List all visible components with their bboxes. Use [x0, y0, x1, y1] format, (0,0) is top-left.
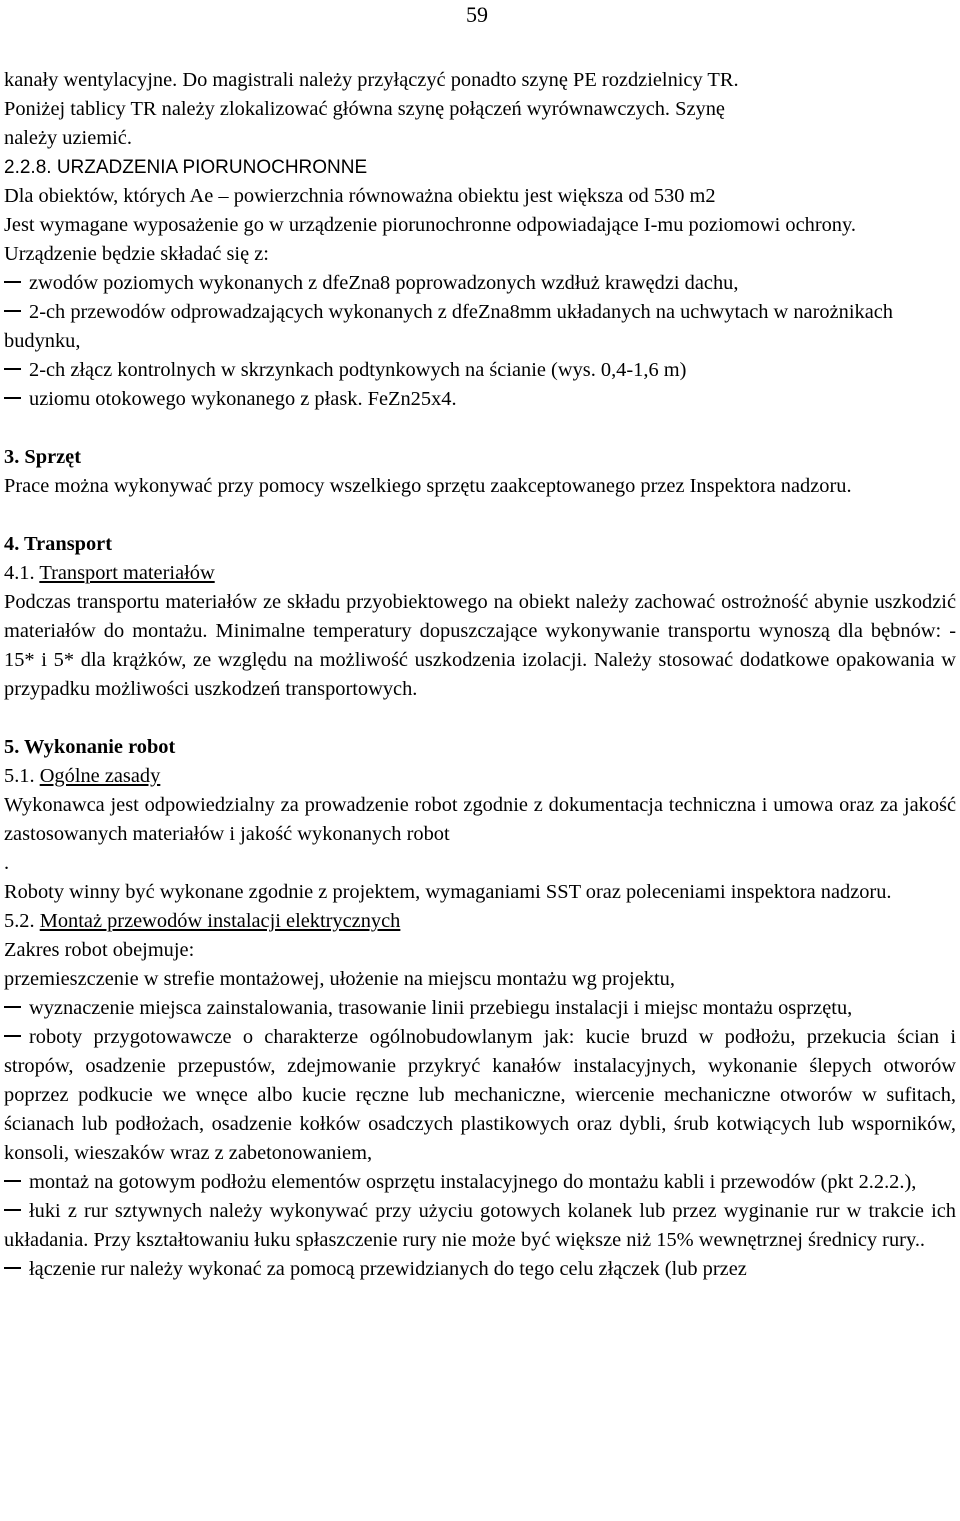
paragraph: Jest wymagane wyposażenie go w urządzenie piorunochronne odpowiadające I-mu poziomowi ochrony.	[4, 214, 856, 236]
dash-bullet	[4, 310, 21, 312]
list-item: zwodów poziomych wykonanych z dfeZna8 poprowadzonych wzdłuż krawędzi dachu,	[4, 269, 956, 298]
page-number: 59	[466, 2, 488, 27]
paragraph: Prace można wykonywać przy pomocy wszelkiego sprzętu zaakceptowanego przez Inspektora nadzoru.	[4, 475, 852, 497]
section-heading-4: 4. Transport	[4, 533, 113, 555]
subheading-41: 4.1. Transport materiałów	[4, 562, 215, 584]
dash-bullet	[4, 1035, 21, 1037]
paragraph: Roboty winny być wykonane zgodnie z projektem, wymaganiami SST oraz poleceniami inspektora nadzoru.	[4, 881, 892, 903]
list-item: wyznaczenie miejsca zainstalowania, trasowanie linii przebiegu instalacji i miejsc montażu osprzętu,	[4, 994, 956, 1023]
subheading-51: 5.1. Ogólne zasady	[4, 765, 161, 787]
dash-bullet	[4, 1209, 21, 1211]
dash-bullet	[4, 1006, 21, 1008]
paragraph: Zakres robot obejmuje:	[4, 939, 195, 961]
list-item: łuki z rur sztywnych należy wykonywać przy użyciu gotowych kolanek lub przez wyginanie rur w trakcie ich układania. Przy kształtowaniu łuku spłaszczenie rury nie może być większe niż 15% wewnętrznej średnicy rury..	[4, 1200, 956, 1251]
list-item: uziomu otokowego wykonanego z płask. FeZn25x4.	[4, 385, 956, 414]
list-item: roboty przygotowawcze o charakterze ogólnobudowlanym jak: kucie bruzd w podłożu, przekucia ścian i stropów, osadzenie przepustów, zdejmowanie przykryć kanałów instalacyjnych, wykonanie ślepych otworów poprzez podkucie we wnęce albo kucie ręczne lub mechaniczne, wiercenie mechaniczne otworów w sufitach, ścianach lub podłożach, osadzenie kołków osadczych plastikowych oraz dybli, śrub kotwiących lub wsporników, konsoli, wieszaków wraz z zabetonowaniem,	[4, 1026, 956, 1164]
section-heading-228: 2.2.8. URZADZENIA PIORUNOCHRONNE	[4, 157, 368, 178]
dot-line: .	[4, 852, 10, 874]
subheading-52: 5.2. Montaż przewodów instalacji elektrycznych	[4, 910, 401, 932]
intro-line: należy uziemić.	[4, 127, 132, 149]
list-item: 2-ch złącz kontrolnych w skrzynkach podtynkowych na ścianie (wys. 0,4-1,6 m)	[4, 356, 956, 385]
paragraph: Podczas transportu materiałów ze składu przyobiektowego na obiekt należy zachować ostrożność abynie uszkodzić materiałów do montażu. Minimalne temperatury dopuszczające wykonywanie transportu wynoszą dla bębnów: - 15* i 5* dla krążków, ze względu na możliwość uszkodzenia izolacji. Należy stosować dodatkowe opakowania w przypadku możliwości uszkodzeń transportowych.	[4, 591, 956, 700]
list-item: łączenie rur należy wykonać za pomocą przewidzianych do tego celu złączek (lub przez	[4, 1255, 956, 1284]
intro-line: kanały wentylacyjne. Do magistrali należy przyłączyć ponadto szynę PE rozdzielnicy TR.	[4, 69, 739, 91]
dash-bullet	[4, 397, 21, 399]
dash-bullet	[4, 368, 21, 370]
paragraph: przemieszczenie w strefie montażowej, ułożenie na miejscu montażu wg projektu,	[4, 968, 675, 990]
paragraph: Urządzenie będzie składać się z:	[4, 243, 269, 265]
paragraph: Dla obiektów, których Ae – powierzchnia równoważna obiektu jest większa od 530 m2	[4, 185, 716, 207]
section-heading-3: 3. Sprzęt	[4, 446, 82, 468]
paragraph: Wykonawca jest odpowiedzialny za prowadzenie robot zgodnie z dokumentacja techniczna i umowa oraz za jakość zastosowanych materiałów i jakość wykonanych robot	[4, 794, 956, 845]
list-item: montaż na gotowym podłożu elementów osprzętu instalacyjnego do montażu kabli i przewodów (pkt 2.2.2.),	[4, 1168, 956, 1197]
intro-line: Poniżej tablicy TR należy zlokalizować główna szynę połączeń wyrównawczych. Szynę	[4, 98, 725, 120]
document-body	[4, 66, 956, 1284]
dash-bullet	[4, 1267, 21, 1269]
dash-bullet	[4, 1180, 21, 1182]
section-heading-5: 5. Wykonanie robot	[4, 736, 176, 758]
dash-bullet	[4, 281, 21, 283]
list-item: 2-ch przewodów odprowadzających wykonanych z dfeZna8mm układanych na uchwytach w narożnikach budynku,	[4, 301, 893, 352]
